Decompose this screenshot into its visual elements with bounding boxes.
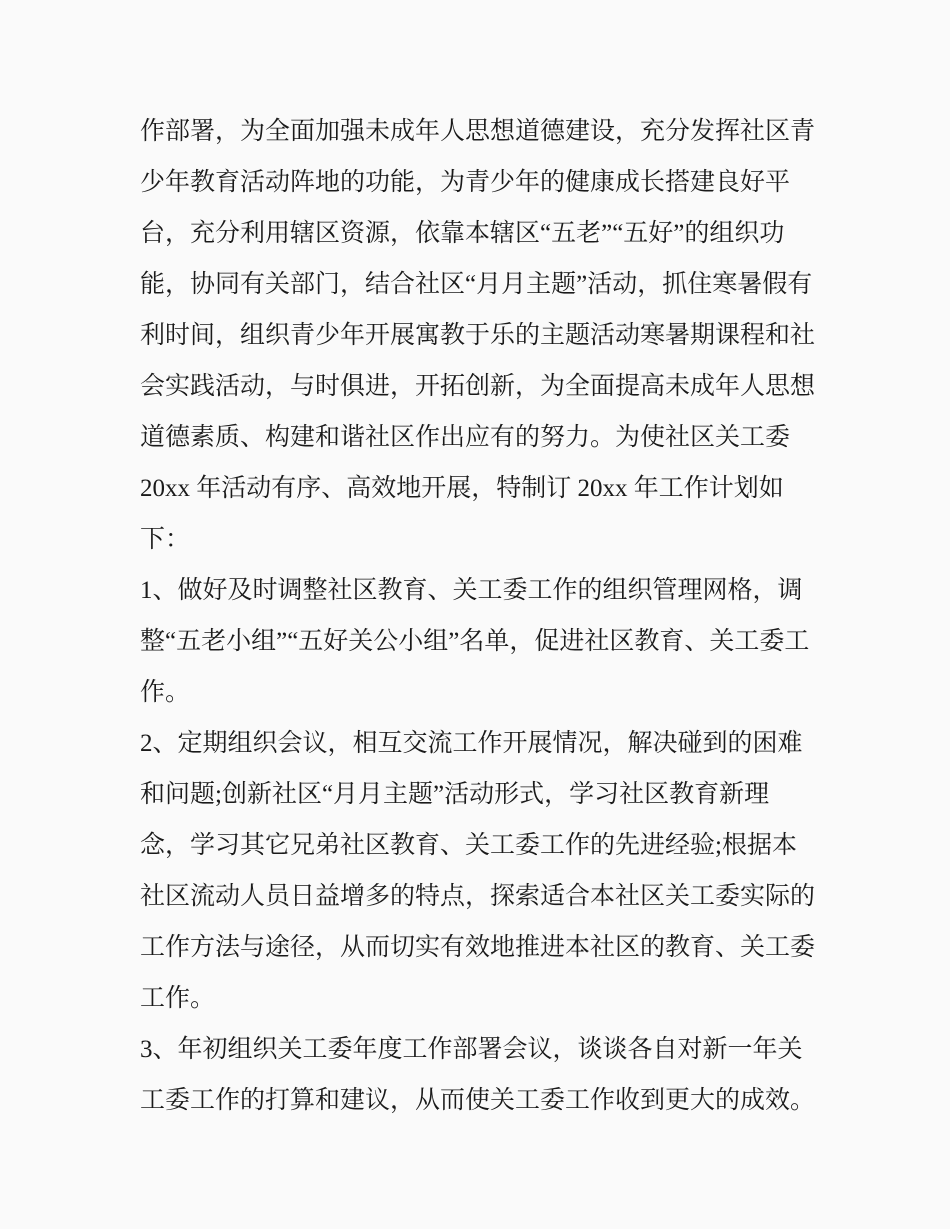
text-line: 念，学习其它兄弟社区教育、关工委工作的先进经验;根据本 — [140, 832, 797, 859]
text-line-item-3: 3、年初组织关工委年度工作部署会议，谈谈各自对新一年关 — [140, 1036, 803, 1063]
text-line: 20xx 年活动有序、高效地开展，特制订 20xx 年工作计划如 — [140, 475, 784, 502]
text-line: 作。 — [140, 679, 191, 706]
text-line: 台，充分利用辖区资源，依靠本辖区“五老”“五好”的组织功 — [140, 220, 785, 247]
text-line: 道德素质、构建和谐社区作出应有的努力。为使社区关工委 — [140, 424, 791, 451]
text-line: 能，协同有关部门，结合社区“月月主题”活动，抓住寒暑假有 — [140, 271, 813, 298]
text-line: 工作。 — [140, 985, 216, 1012]
text-line: 整“五老小组”“五好关公小组”名单，促进社区教育、关工委工 — [140, 628, 810, 655]
text-line: 少年教育活动阵地的功能，为青少年的健康成长搭建良好平 — [140, 169, 791, 196]
text-line: 会实践活动，与时俱进，开拓创新，为全面提高未成年人思想 — [140, 373, 816, 400]
text-line: 和问题;创新社区“月月主题”活动形式，学习社区教育新理 — [140, 781, 770, 808]
text-line: 工作方法与途径，从而切实有效地推进本社区的教育、关工委 — [140, 934, 816, 961]
text-line: 利时间，组织青少年开展寓教于乐的主题活动寒暑期课程和社 — [140, 322, 816, 349]
text-line: 社区流动人员日益增多的特点，探索适合本社区关工委实际的 — [140, 883, 816, 910]
text-line-item-2: 2、定期组织会议，相互交流工作开展情况，解决碰到的困难 — [140, 730, 803, 757]
text-line: 下： — [140, 526, 191, 553]
text-line: 工委工作的打算和建议，从而使关工委工作收到更大的成效。 — [140, 1087, 816, 1114]
document-text-body — [140, 106, 840, 1126]
text-line-item-1: 1、做好及时调整社区教育、关工委工作的组织管理网格，调 — [140, 577, 803, 604]
text-line: 作部署，为全面加强未成年人思想道德建设，充分发挥社区青 — [140, 118, 816, 145]
